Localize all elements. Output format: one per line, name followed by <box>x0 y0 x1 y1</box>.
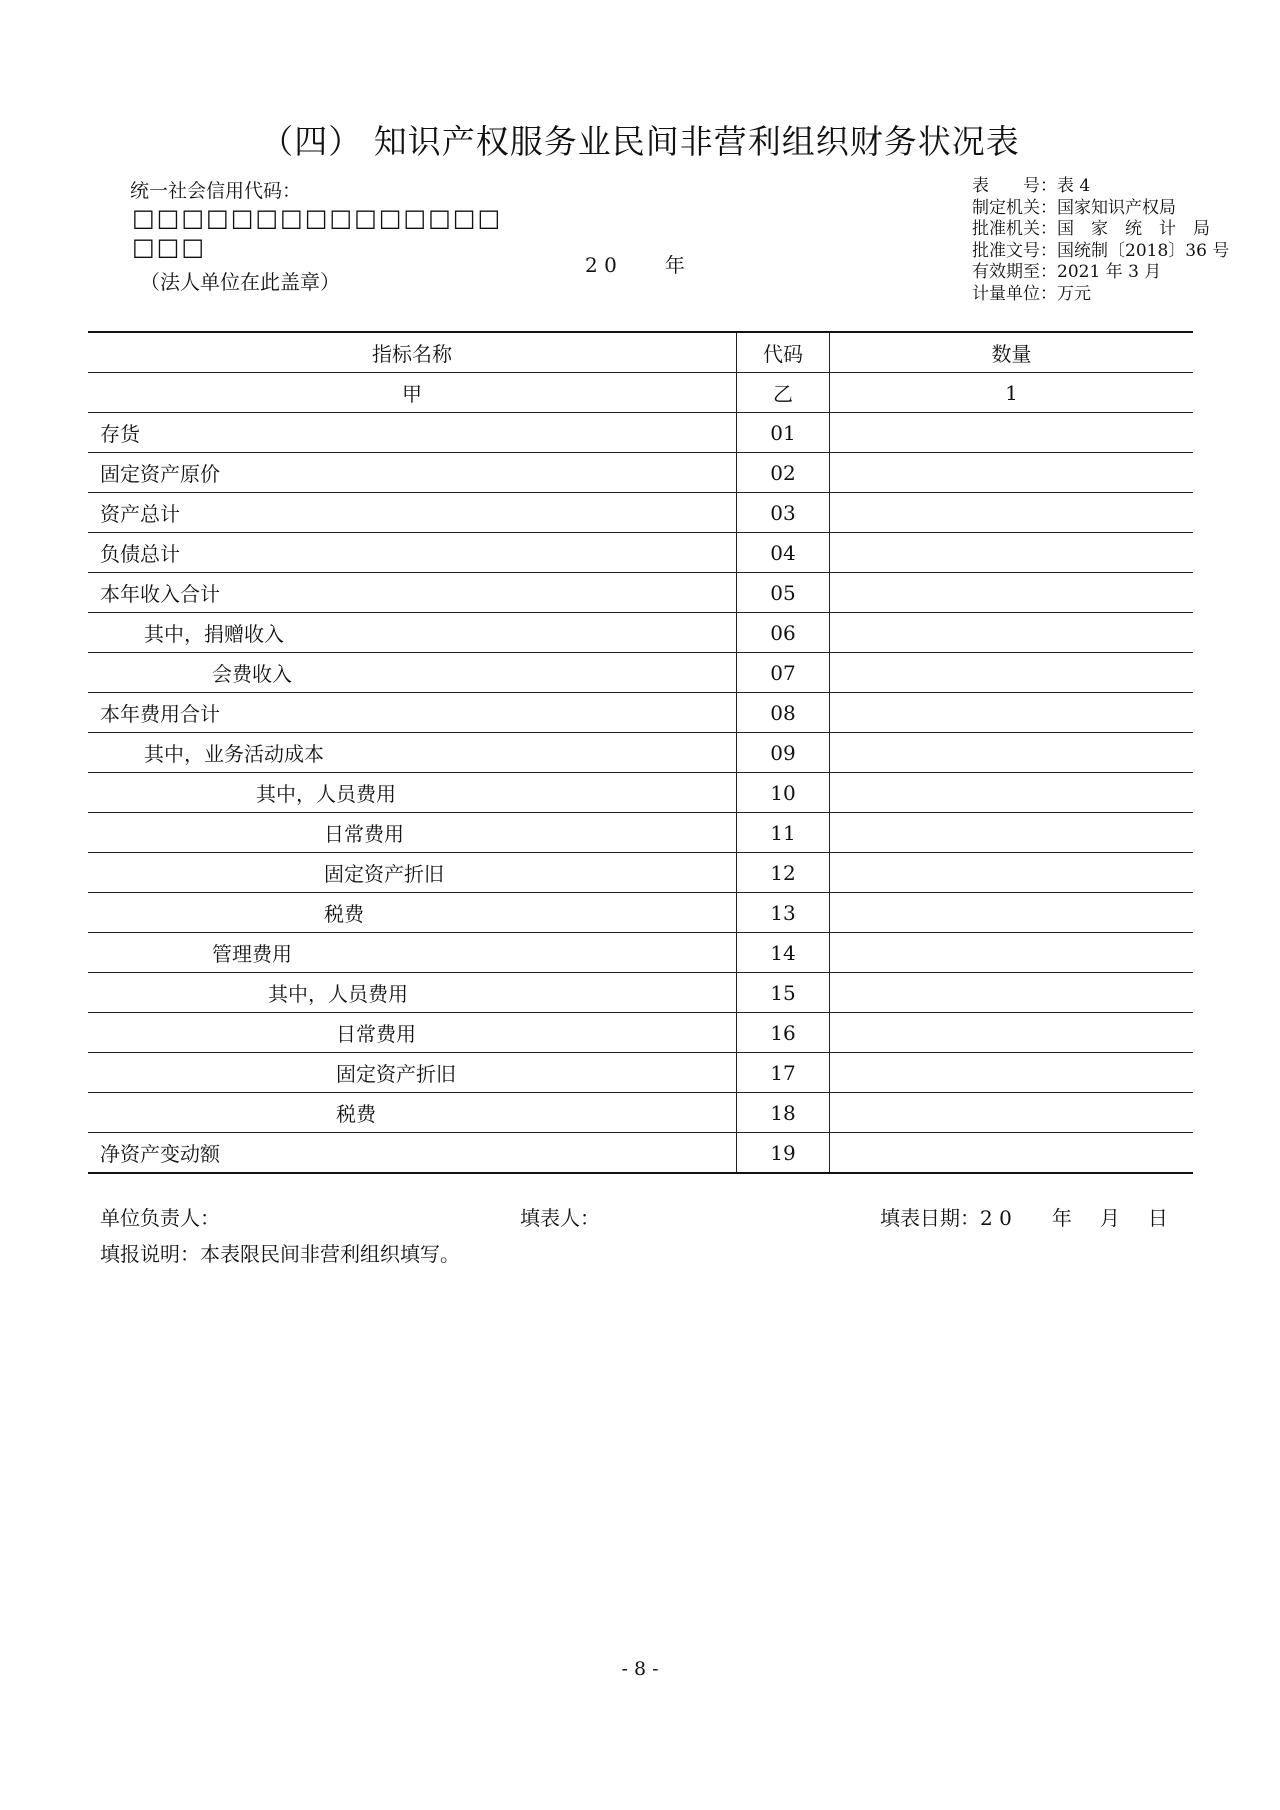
row-name: 管理费用 <box>212 942 292 966</box>
row-qty-input[interactable] <box>830 493 1194 533</box>
row-name: 其中，人员费用 <box>268 982 408 1006</box>
table-row <box>88 453 1193 493</box>
seal-note: （法人单位在此盖章） <box>140 270 340 294</box>
row-qty-input[interactable] <box>830 653 1194 693</box>
table-row <box>88 493 1193 533</box>
row-name: 日常费用 <box>336 1022 416 1046</box>
meta-approval-no: 批准文号：国统制〔2018〕36 号 <box>972 240 1230 261</box>
row-code: 13 <box>737 893 830 933</box>
table-row <box>88 813 1193 853</box>
row-name: 固定资产折旧 <box>324 862 444 886</box>
row-code: 04 <box>737 533 830 573</box>
table-row <box>88 1093 1193 1133</box>
meta-valid-until: 有效期至：2021 年 3 月 <box>972 262 1162 282</box>
row-qty-input[interactable] <box>830 973 1194 1013</box>
fill-date-month: 月 <box>1099 1206 1120 1230</box>
row-qty-input[interactable] <box>830 693 1194 733</box>
credit-code-boxes-row2: □□□ <box>132 233 207 261</box>
row-code: 08 <box>737 693 830 733</box>
row-qty-input[interactable] <box>830 1093 1194 1133</box>
filler-label: 填表人： <box>520 1206 600 1230</box>
row-qty-input[interactable] <box>830 613 1194 653</box>
row-qty-input[interactable] <box>830 853 1194 893</box>
unit-head-label: 单位负责人： <box>100 1206 220 1230</box>
table-body <box>88 413 1193 1174</box>
row-name: 存货 <box>100 422 140 446</box>
row-qty-input[interactable] <box>830 1053 1194 1093</box>
credit-code-label: 统一社会信用代码： <box>130 180 302 202</box>
row-code: 17 <box>737 1053 830 1093</box>
row-code: 05 <box>737 573 830 613</box>
row-name: 会费收入 <box>212 662 292 686</box>
row-name: 本年收入合计 <box>100 582 220 606</box>
fill-date-year: 年 <box>1051 1206 1072 1230</box>
row-name: 资产总计 <box>100 502 180 526</box>
row-name: 固定资产原价 <box>100 462 220 486</box>
row-qty-input[interactable] <box>830 533 1194 573</box>
meta-approved-by: 批准机关：国 家 统 计 局 <box>972 219 1210 239</box>
financial-status-table <box>88 331 1193 1174</box>
row-name: 其中，人员费用 <box>256 782 396 806</box>
year-prefix: 2 0 <box>585 253 617 277</box>
row-name: 其中，捐赠收入 <box>144 622 284 646</box>
header-code: 代码 <box>737 332 830 373</box>
table-row <box>88 933 1193 973</box>
row-name: 税费 <box>336 1102 376 1126</box>
table-row <box>88 893 1193 933</box>
meta-unit: 计量单位：万元 <box>972 283 1091 304</box>
row-code: 16 <box>737 1013 830 1053</box>
fill-date <box>880 1202 1168 1231</box>
row-code: 15 <box>737 973 830 1013</box>
row-name: 固定资产折旧 <box>336 1062 456 1086</box>
row-qty-input[interactable] <box>830 413 1194 453</box>
row-code: 07 <box>737 653 830 693</box>
row-qty-input[interactable] <box>830 933 1194 973</box>
table-row <box>88 613 1193 653</box>
subheader-code: 乙 <box>737 373 830 413</box>
row-qty-input[interactable] <box>830 453 1194 493</box>
table-row <box>88 533 1193 573</box>
row-name: 其中，业务活动成本 <box>144 742 324 766</box>
row-qty-input[interactable] <box>830 813 1194 853</box>
row-name: 税费 <box>324 902 364 926</box>
header-name: 指标名称 <box>372 342 452 366</box>
table-row <box>88 853 1193 893</box>
row-name: 净资产变动额 <box>100 1142 220 1166</box>
table-row <box>88 653 1193 693</box>
table-row <box>88 1053 1193 1093</box>
page-number: - 8 - <box>621 1658 659 1680</box>
fill-note: 填报说明：本表限民间非营利组织填写。 <box>100 1242 460 1266</box>
table-row <box>88 693 1193 733</box>
table-row <box>88 973 1193 1013</box>
table-row <box>88 413 1193 453</box>
row-code: 01 <box>737 413 830 453</box>
row-qty-input[interactable] <box>830 773 1194 813</box>
row-qty-input[interactable] <box>830 1013 1194 1053</box>
year-suffix: 年 <box>664 253 685 277</box>
report-year <box>585 249 685 278</box>
credit-code-boxes-row1: □□□□□□□□□□□□□□□ <box>132 204 503 232</box>
table-row <box>88 1133 1193 1174</box>
subheader-name: 甲 <box>402 382 422 406</box>
table-header-row <box>88 332 1193 373</box>
meta-form-no: 表 号：表 4 <box>972 176 1091 196</box>
row-code: 18 <box>737 1093 830 1133</box>
form-meta <box>972 176 1229 305</box>
table-row <box>88 773 1193 813</box>
page-title: （四） 知识产权服务业民间非营利组织财务状况表 <box>260 122 1020 161</box>
row-qty-input[interactable] <box>830 733 1194 773</box>
row-code: 14 <box>737 933 830 973</box>
row-code: 09 <box>737 733 830 773</box>
fill-date-label: 填表日期：2 0 <box>880 1206 1012 1230</box>
table-row <box>88 573 1193 613</box>
table-subheader-row <box>88 373 1193 413</box>
row-code: 06 <box>737 613 830 653</box>
row-name: 日常费用 <box>324 822 404 846</box>
fill-date-day: 日 <box>1147 1206 1168 1230</box>
row-name: 负债总计 <box>100 542 180 566</box>
row-qty-input[interactable] <box>830 573 1194 613</box>
subheader-qty: 1 <box>1005 380 1018 405</box>
row-name: 本年费用合计 <box>100 702 220 726</box>
row-code: 12 <box>737 853 830 893</box>
meta-made-by: 制定机关：国家知识产权局 <box>972 197 1176 218</box>
row-code: 11 <box>737 813 830 853</box>
table-row <box>88 733 1193 773</box>
header-qty: 数量 <box>991 342 1032 366</box>
row-code: 03 <box>737 493 830 533</box>
row-code: 10 <box>737 773 830 813</box>
row-code: 02 <box>737 453 830 493</box>
row-qty-input[interactable] <box>830 893 1194 933</box>
row-code: 19 <box>737 1133 830 1174</box>
table-row <box>88 1013 1193 1053</box>
row-qty-input[interactable] <box>830 1133 1194 1174</box>
